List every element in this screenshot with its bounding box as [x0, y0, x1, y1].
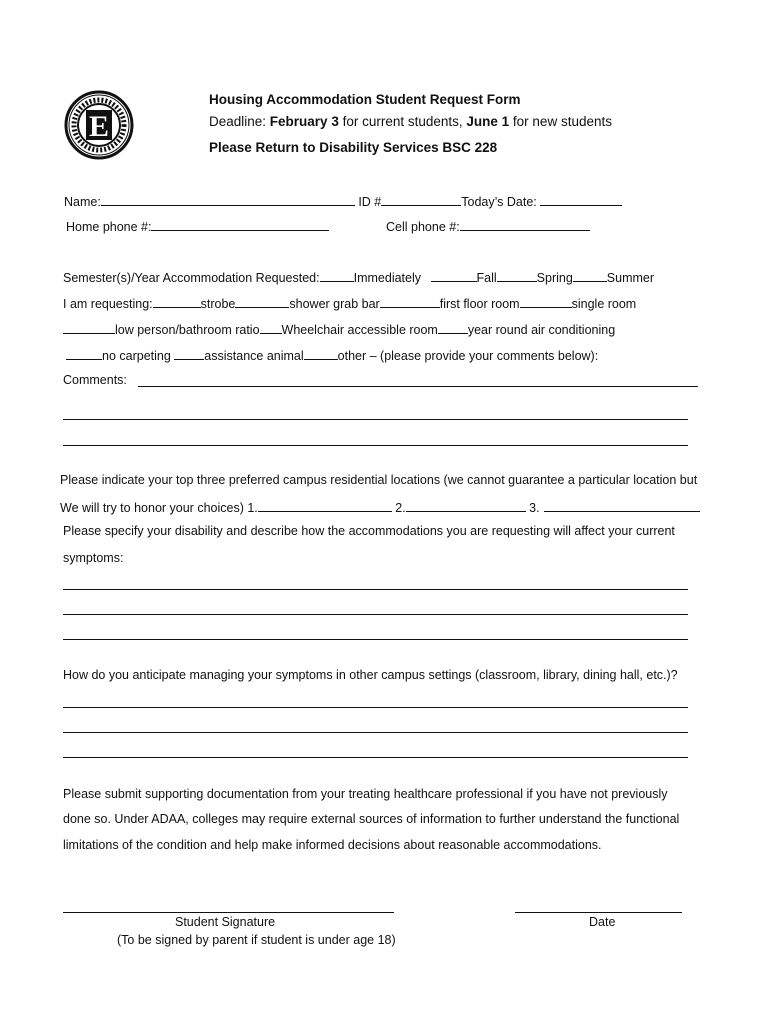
disability-line-2[interactable] [63, 614, 688, 615]
managing-line-3[interactable] [63, 757, 688, 758]
return-instructions: Please Return to Disability Services BSC 228 [209, 140, 498, 155]
id-label: ID # [358, 195, 382, 209]
signature-line[interactable] [63, 912, 394, 913]
comments-line-1[interactable] [138, 386, 698, 387]
documentation-text-2: done so. Under ADAA, colleges may require external sources of information to further understand the functional [63, 812, 680, 826]
form-title: Housing Accommodation Student Request Form [209, 92, 521, 107]
requesting-row-2[interactable]: low person/bathroom ratio Wheelchair accessible room year round air conditioning [63, 321, 615, 337]
comments-line-2[interactable] [63, 419, 688, 420]
deadline-line: Deadline: February 3 for current students, June 1 for new students [209, 114, 612, 129]
cell-phone-field[interactable]: Cell phone #: [386, 218, 590, 234]
comments-line-3[interactable] [63, 445, 688, 446]
managing-line-2[interactable] [63, 732, 688, 733]
date-label: Date [589, 915, 616, 929]
locations-instructions: Please indicate your top three preferred campus residential locations (we cannot guarantee a particular location but [60, 473, 698, 487]
signature-note: (To be signed by parent if student is under age 18) [117, 933, 396, 947]
college-seal-logo [64, 90, 134, 160]
disability-question-2: symptoms: [63, 551, 124, 565]
documentation-text-3: limitations of the condition and help make informed decisions about reasonable accommodations. [63, 838, 602, 852]
signature-label: Student Signature [175, 915, 276, 929]
date-line[interactable] [515, 912, 682, 913]
disability-question-1: Please specify your disability and describe how the accommodations you are requesting will affect your current [63, 524, 675, 538]
managing-question: How do you anticipate managing your symptoms in other campus settings (classroom, library, dining hall, etc.)? [63, 668, 678, 682]
semester-row[interactable]: Semester(s)/Year Accommodation Requested: Immediately Fall Spring Summer [63, 271, 655, 285]
today-date-label: Today’s Date: [461, 195, 537, 209]
logo-letter: E [88, 110, 110, 143]
locations-choices[interactable]: We will try to honor your choices) 1. 2. 3. [60, 499, 700, 515]
comments-label: Comments: [63, 373, 127, 387]
requesting-row-1[interactable]: I am requesting: strobe shower grab bar first floor room single room [63, 297, 637, 311]
disability-line-3[interactable] [63, 639, 688, 640]
managing-line-1[interactable] [63, 707, 688, 708]
disability-line-1[interactable] [63, 589, 688, 590]
documentation-text-1: Please submit supporting documentation from your treating healthcare professional if you have not previously [63, 787, 668, 801]
name-field[interactable]: Name: ID # Today’s Date: [64, 193, 622, 209]
requesting-row-3[interactable]: no carpeting assistance animal other – (please provide your comments below): [66, 347, 598, 363]
home-phone-field[interactable]: Home phone #: [66, 218, 329, 234]
